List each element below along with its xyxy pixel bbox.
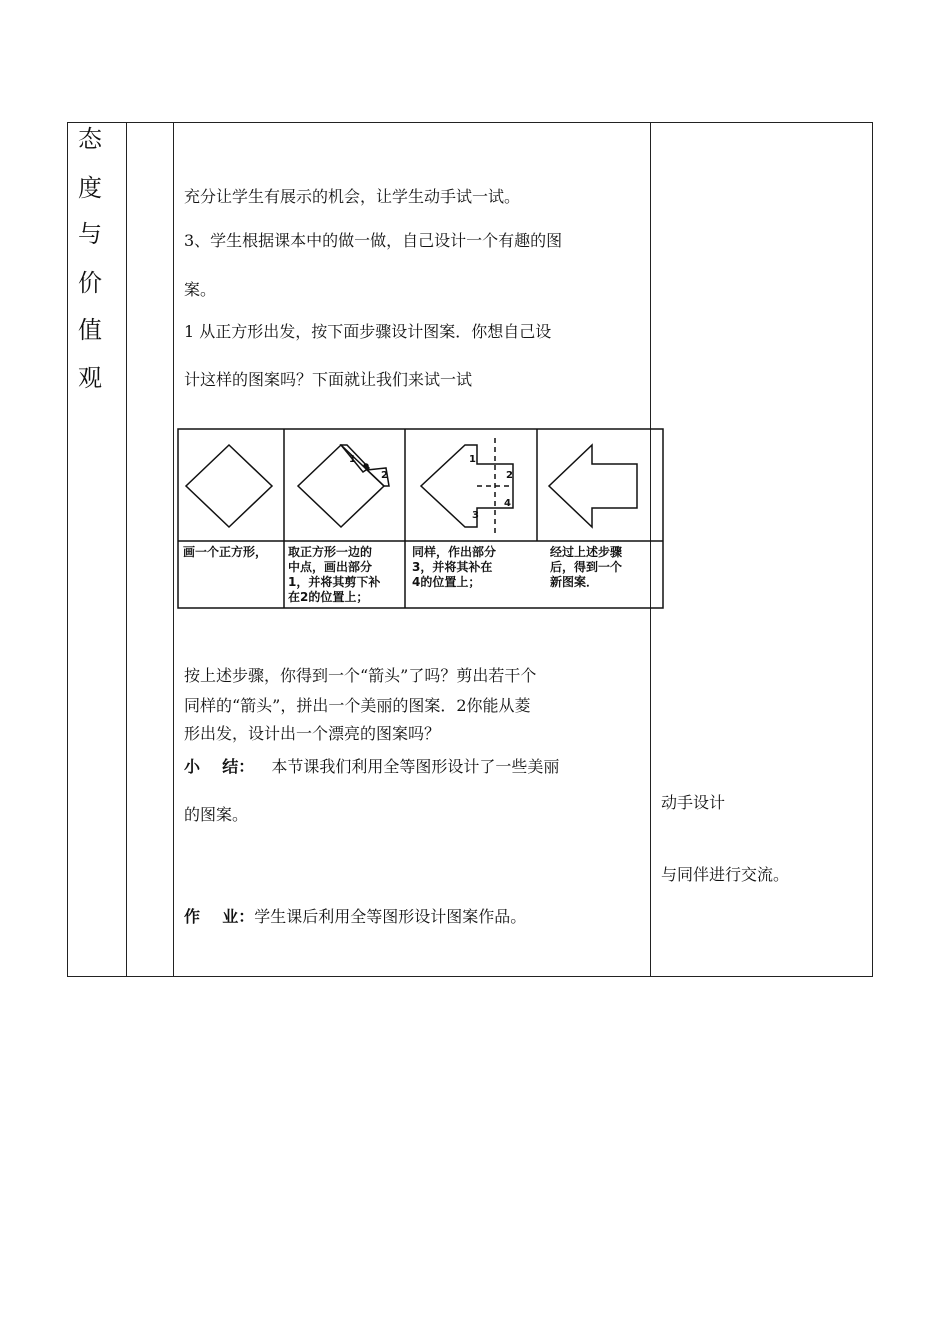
side-char: 观 [78,364,102,392]
figure-caption: 取正方形一边的 中点，画出部分 1，并将其剪下补 在2的位置上； [288,545,381,604]
figure-number-label: 1 [469,454,476,465]
side-char: 值 [78,316,102,344]
paragraph-line: 3、学生根据课本中的做一做，自己设计一个有趣的图 [184,231,563,250]
paragraph-line: 按上述步骤，你得到一个“箭头”了吗？剪出若干个 [184,666,537,685]
paragraph-line: 充分让学生有展示的机会，让学生动手试一试。 [184,187,521,206]
summary-label: 小 结： [184,757,255,776]
paragraph-line: 案。 [184,280,217,299]
figure-number-label: 3 [472,510,479,521]
side-char: 价 [78,269,102,297]
figure-number-label: 4 [504,498,511,509]
figure-number-label: 2 [381,470,388,481]
right-note: 动手设计 [661,793,726,812]
paragraph-line: 计这样的图案吗？下面就让我们来试一试 [184,370,473,389]
arrow-shape [549,445,637,527]
figure-number-label: 1 [349,454,356,465]
square-shape [186,445,272,527]
homework-label: 作 业： [184,907,255,926]
side-char: 度 [78,174,102,202]
figure-caption: 画一个正方形， [183,545,268,559]
paragraph-line: 的图案。 [184,805,249,824]
paragraph-line: 同样的“箭头”，拼出一个美丽的图案．2你能从菱 [184,696,531,715]
summary-text: 本节课我们利用全等图形设计了一些美丽 [271,757,560,776]
right-note: 与同伴进行交流。 [661,865,790,884]
column-divider [126,122,127,977]
homework-text: 学生课后利用全等图形设计图案作品。 [254,907,527,926]
figure-number-label: 2 [506,470,513,481]
paragraph-line: 1 从正方形出发，按下面步骤设计图案．你想自己设 [184,322,552,341]
homework-line [184,907,526,927]
paragraph-line: 形出发，设计出一个漂亮的图案吗？ [184,724,441,743]
column-divider [173,122,174,977]
side-char: 态 [78,125,102,153]
midpoint-dot [364,464,368,468]
figure-caption: 同样，作出部分 3，并将其补在 4的位置上； [412,545,497,589]
square-shape [298,445,384,527]
arrow-design-figure [177,428,664,610]
figure-caption: 经过上述步骤 后，得到一个 新图案． [550,545,623,589]
side-char: 与 [78,220,102,248]
summary-line [184,757,559,777]
